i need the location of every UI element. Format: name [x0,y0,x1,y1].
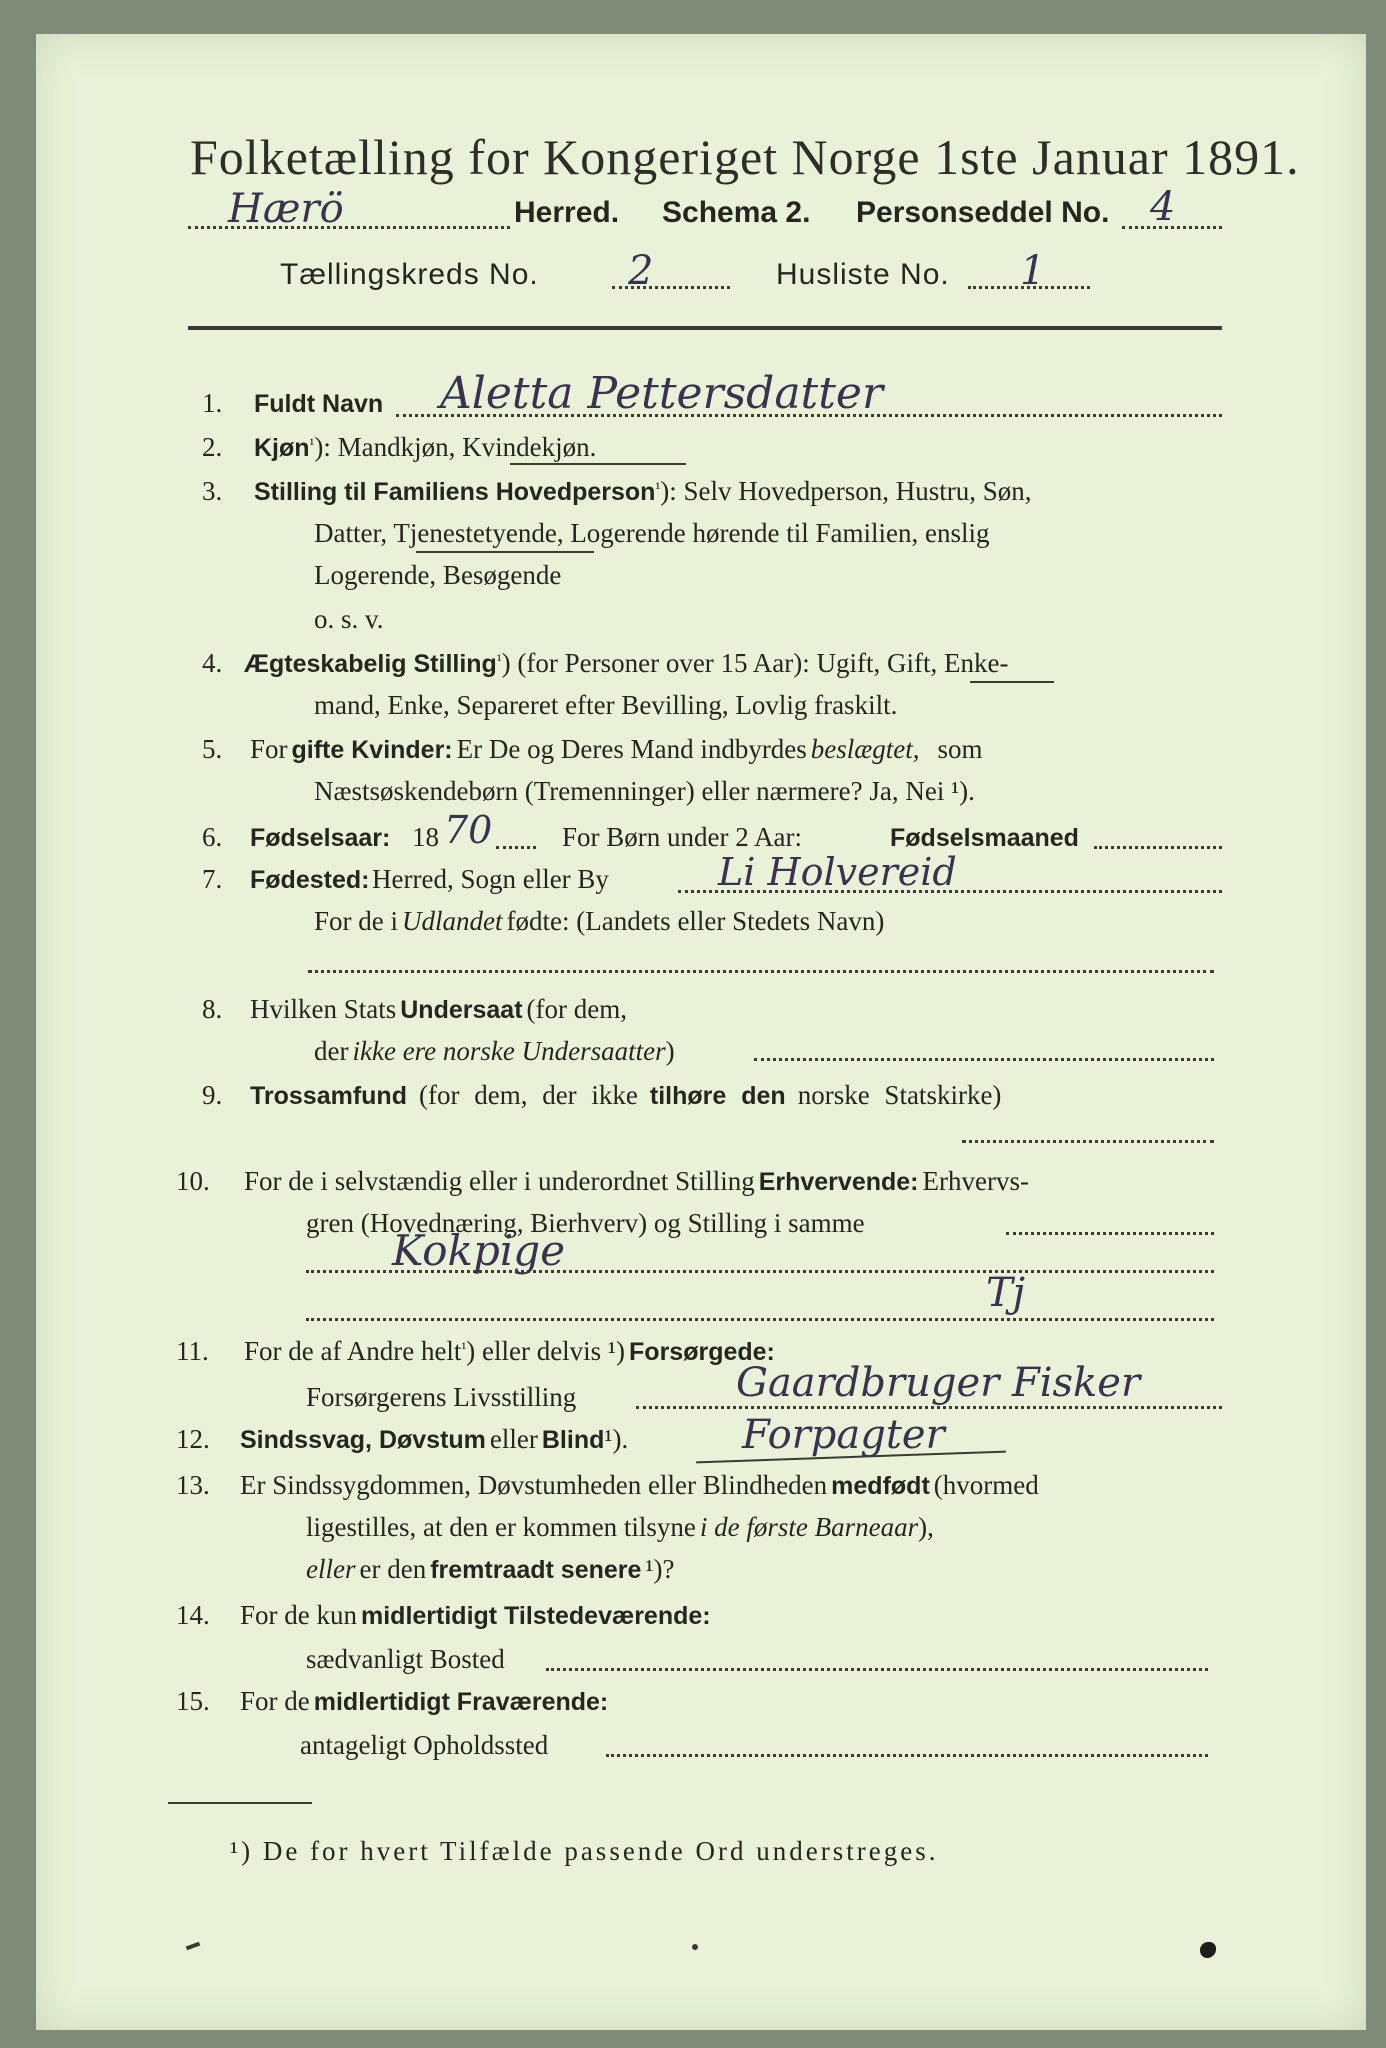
q11-row [244,1336,775,1367]
q7-line2a: For de i [314,906,398,936]
q7-label: Fødested: [250,866,370,894]
q4-underline-ugift [970,681,1054,683]
q11-footnote-mark: ¹ [461,1340,467,1358]
q8-label: Undersaat [400,996,523,1024]
ink-mark-center [692,1944,698,1950]
q12-number: 12. [176,1424,210,1454]
q8-post: (for dem, [526,994,627,1024]
q2-text: ): Mandkjøn, Kvindekjøn. [314,432,597,462]
q15-label: midlertidigt Fraværende: [313,1688,609,1716]
q3-line3: Logerende, Besøgende [314,560,562,590]
q14-number: 14. [176,1600,210,1630]
q10-occupation-value: Kokpige [392,1226,566,1275]
q7-number: 7. [202,864,223,894]
q3-row [254,476,1031,507]
q7-abroad-dotted-line [308,970,1214,973]
q11-provider-value: Gaardbruger Fisker [736,1360,1141,1406]
q6-year-dots [496,846,536,849]
q3-footnote-mark: ¹ [655,480,661,498]
q3-label: Stilling til Familiens Hovedperson [254,478,656,506]
q5-number: 5. [202,734,223,764]
q15-line2: antageligt Opholdssted [300,1730,549,1760]
footnote-text: ¹) De for hvert Tilfælde passende Ord understreges. [230,1836,939,1866]
q11-label: Forsørgede: [629,1338,775,1366]
q6-mid: For Børn under 2 Aar: [562,822,802,852]
q9-number: 9. [202,1080,223,1110]
q12-label: Sindssvag, Døvstum [240,1426,486,1454]
q8-dotted-line [754,1058,1214,1061]
q13-line1a: Er Sindssygdommen, Døvstumheden eller Blindheden [240,1470,828,1500]
q2-footnote-mark: ¹ [309,436,315,454]
q13-line2a: ligestilles, at den er kommen tilsyne [306,1512,696,1542]
kreds-value: 2 [628,248,654,294]
q1-name-value: Aletta Pettersdatter [440,368,883,419]
q12-value: Forpagter [742,1412,945,1458]
q14-line2: sædvanligt Bosted [306,1644,505,1674]
q5-line1b: beslægtet, [810,734,920,764]
q15-dotted-line [606,1754,1208,1757]
q11-line2: Forsørgerens Livsstilling [306,1382,577,1412]
q10-line2-dots [1006,1232,1214,1235]
q4-line1: ) (for Personer over 15 Aar): Ugift, Gift, Enke- [501,648,1009,678]
husliste-value: 1 [1020,248,1046,294]
q6-number: 6. [202,822,223,852]
q8-line2b: ikke ere norske Undersaatter [352,1036,666,1066]
q13-line1b: (hvormed [933,1470,1039,1500]
kreds-label: Tællingskreds No. [280,258,539,291]
q7-birthplace-value: Li Holvereid [718,850,957,894]
q13-number: 13. [176,1470,210,1500]
herred-value: Hærö [228,186,344,232]
q2-label: Kjøn [254,434,310,462]
q13-line3c: ¹)? [645,1554,675,1584]
q11-dotted-line [636,1406,1222,1409]
q13-line3 [306,1554,675,1585]
q8-pre: Hvilken Stats [250,994,397,1024]
q4-number: 4. [202,648,223,678]
q13-row [240,1470,1039,1501]
q15-pre: For de [240,1686,310,1716]
personseddel-label: Personseddel No. [856,196,1110,229]
q9-row [250,1080,1001,1111]
q6-label2: Fødselsmaaned [890,824,1079,852]
q1-label: Fuldt Navn [254,390,384,418]
q8-line2a: der [314,1036,349,1066]
q5-line1c: som [937,734,983,764]
q10-mark: Tj [986,1270,1026,1316]
q4-line2: mand, Enke, Separeret efter Bevilling, Lovlig fraskilt. [314,690,898,720]
q9-dotted-line [962,1140,1214,1143]
q13-line3a: eller [306,1554,356,1584]
q6-year-prefix: 18 [412,822,439,852]
q11-line1a: For de af Andre helt [244,1336,462,1366]
q2-number: 2. [202,432,223,462]
q8-line2 [314,1036,675,1067]
q10-line1a: For de i selvstændig eller i underordnet Stilling [244,1166,755,1196]
q13-line2b: i de første Barneaar [699,1512,919,1542]
q6-month-dotted-line [1094,846,1222,849]
q5-line1a: Er De og Deres Mand indbyrdes [456,734,807,764]
q8-number: 8. [202,994,223,1024]
q9-text2: norske Statskirke) [797,1080,1002,1110]
q12-mid: eller [489,1424,538,1454]
q7-line2 [314,906,884,937]
q12-row [240,1424,628,1455]
header-rule [188,326,1222,330]
q14-label: midlertidigt Tilstedeværende: [361,1602,711,1630]
q9-bold2: tilhøre den [649,1082,786,1110]
form-title: Folketælling for Kongeriget Norge 1ste Januar 1891. [190,129,1300,185]
q8-row [250,994,627,1025]
q10-number: 10. [176,1166,210,1196]
schema-label: Schema 2. [662,196,811,229]
q8-line2c: ) [665,1036,675,1066]
q11-number: 11. [176,1336,209,1366]
q3-line4: o. s. v. [314,604,384,634]
q5-label: gifte Kvinder: [291,736,453,764]
q10-row [244,1166,1029,1197]
q12-post: ¹). [604,1424,629,1454]
q13-label3: fremtraadt senere [430,1556,642,1584]
q7-line2c: fødte: (Landets eller Stedets Navn) [506,906,885,936]
q15-row [240,1686,608,1717]
q10-line1b: Erhvervs- [922,1166,1029,1196]
q13-label: medfødt [831,1472,930,1500]
q9-text1: (for dem, der ikke [418,1080,638,1110]
personseddel-value: 4 [1150,184,1176,230]
q10-line2: gren (Hovednæring, Bierhverv) og Stilling i samme [306,1208,865,1238]
husliste-label: Husliste No. [776,258,950,291]
q3-line1: ): Selv Hovedperson, Hustru, Søn, [660,476,1032,506]
q4-footnote-mark: ¹ [496,652,502,670]
q4-row [244,648,1008,679]
q3-number: 3. [202,476,223,506]
q7-text: Herred, Sogn eller By [372,864,609,894]
q7-line2b: Udlandet [402,906,503,936]
q5-line2: Næstsøskendebørn (Tremenninger) eller nærmere? Ja, Nei ¹). [314,776,975,806]
q14-pre: For de kun [240,1600,357,1630]
q3-line2: Datter, Tjenestetyende, Logerende hørende til Familien, enslig [314,518,990,548]
herred-label: Herred. [514,196,620,229]
q4-label: Ægteskabelig Stilling [244,650,497,678]
q5-pre: For [250,734,288,764]
census-form-sheet [36,34,1366,2030]
q13-line2 [306,1512,934,1543]
q15-number: 15. [176,1686,210,1716]
q5-row [250,734,983,765]
footnote-rule [168,1802,312,1804]
q9-label: Trossamfund [250,1082,407,1110]
q2-underline-kvindekjon [510,463,686,465]
q14-dotted-line [546,1668,1208,1671]
q6-year-value: 70 [444,808,493,852]
q12-label2: Blind [541,1426,605,1454]
q10-second-dotted-line [306,1318,1214,1321]
q11-line1b: ) eller delvis ¹) [466,1336,626,1366]
q1-number: 1. [202,388,223,418]
q6-label: Fødselsaar: [250,824,391,852]
q10-label: Erhvervende: [758,1168,919,1196]
q3-underline-tjenestetyende [416,551,594,553]
q13-line2c: ), [918,1512,934,1542]
q14-row [240,1600,711,1631]
q13-line3b: er den [359,1554,427,1584]
q2-row [254,432,596,463]
